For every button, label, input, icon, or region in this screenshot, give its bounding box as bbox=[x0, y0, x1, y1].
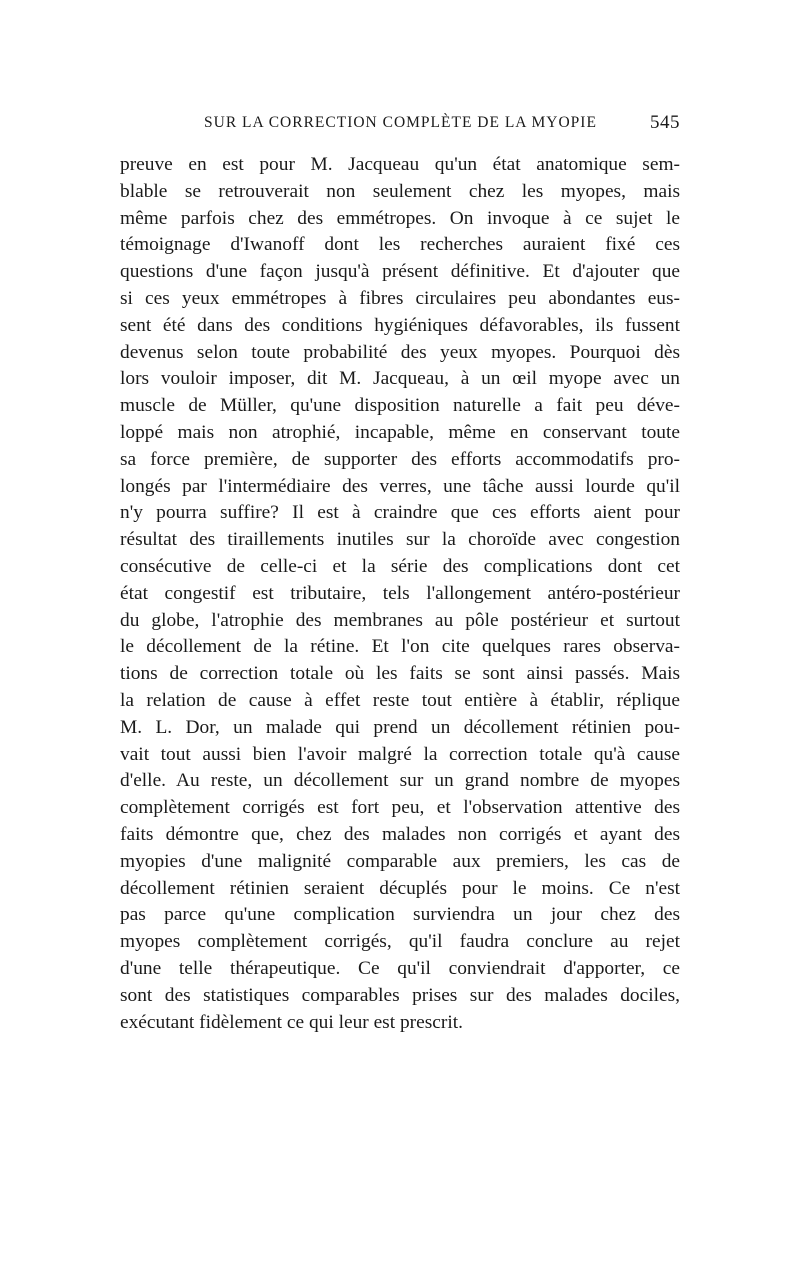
text-line: sont des statistiques comparables prises sur des malades dociles, bbox=[120, 984, 680, 1006]
text-line: même parfois chez des emmétropes. On invoque à ce sujet le bbox=[120, 207, 680, 229]
text-line: muscle de Müller, qu'une disposition naturelle a fait peu déve- bbox=[120, 395, 680, 417]
text-line: sa force première, de supporter des efforts accommodatifs pro- bbox=[120, 448, 680, 470]
text-line: si ces yeux emmétropes à fibres circulaires peu abondantes eus- bbox=[120, 287, 680, 309]
text-line: devenus selon toute probabilité des yeux myopes. Pourquoi dès bbox=[120, 341, 680, 363]
text-line: exécutant fidèlement ce qui leur est prescrit. bbox=[120, 1011, 463, 1033]
text-line: questions d'une façon jusqu'à présent définitive. Et d'ajouter que bbox=[120, 261, 680, 283]
text-line: témoignage d'Iwanoff dont les recherches auraient fixé ces bbox=[120, 234, 680, 256]
text-line: faits démontre que, chez des malades non corrigés et ayant des bbox=[120, 823, 680, 845]
text-line: d'elle. Au reste, un décollement sur un grand nombre de myopes bbox=[120, 770, 680, 792]
running-title: SUR LA CORRECTION COMPLÈTE DE LA MYOPIE bbox=[204, 114, 597, 131]
running-head bbox=[120, 114, 680, 140]
text-line: lors vouloir imposer, dit M. Jacqueau, à un œil myope avec un bbox=[120, 368, 680, 390]
text-line: la relation de cause à effet reste tout entière à établir, réplique bbox=[120, 689, 680, 711]
text-line: complètement corrigés est fort peu, et l'observation attentive des bbox=[120, 797, 680, 819]
text-line: le décollement de la rétine. Et l'on cite quelques rares observa- bbox=[120, 636, 680, 658]
text-line: M. L. Dor, un malade qui prend un décollement rétinien pou- bbox=[120, 716, 680, 738]
text-line: myopes complètement corrigés, qu'il faudra conclure au rejet bbox=[120, 931, 680, 953]
text-line: loppé mais non atrophié, incapable, même en conservant toute bbox=[120, 421, 680, 443]
text-line: preuve en est pour M. Jacqueau qu'un état anatomique sem- bbox=[120, 154, 680, 175]
text-line: sent été dans des conditions hygiéniques défavorables, ils fussent bbox=[120, 314, 680, 336]
page-number: 545 bbox=[650, 112, 680, 133]
text-line: d'une telle thérapeutique. Ce qu'il conviendrait d'apporter, ce bbox=[120, 957, 680, 979]
text-line: myopies d'une malignité comparable aux premiers, les cas de bbox=[120, 850, 680, 872]
text-line: vait tout aussi bien l'avoir malgré la correction totale qu'à cause bbox=[120, 743, 680, 765]
text-line: pas parce qu'une complication surviendra un jour chez des bbox=[120, 904, 680, 926]
text-line: état congestif est tributaire, tels l'allongement antéro-postérieur bbox=[120, 582, 680, 604]
body-paragraph bbox=[120, 152, 680, 1036]
text-line: longés par l'intermédiaire des verres, une tâche aussi lourde qu'il bbox=[120, 475, 680, 497]
text-line: tions de correction totale où les faits se sont ainsi passés. Mais bbox=[120, 663, 680, 685]
text-line: du globe, l'atrophie des membranes au pôle postérieur et surtout bbox=[120, 609, 680, 631]
text-line: blable se retrouverait non seulement chez les myopes, mais bbox=[120, 180, 680, 202]
text-line: résultat des tiraillements inutiles sur la choroïde avec congestion bbox=[120, 529, 680, 551]
text-line: consécutive de celle-ci et la série des complications dont cet bbox=[120, 555, 680, 577]
text-line: décollement rétinien seraient décuplés pour le moins. Ce n'est bbox=[120, 877, 680, 899]
text-line: n'y pourra suffire? Il est à craindre que ces efforts aient pour bbox=[120, 502, 680, 524]
